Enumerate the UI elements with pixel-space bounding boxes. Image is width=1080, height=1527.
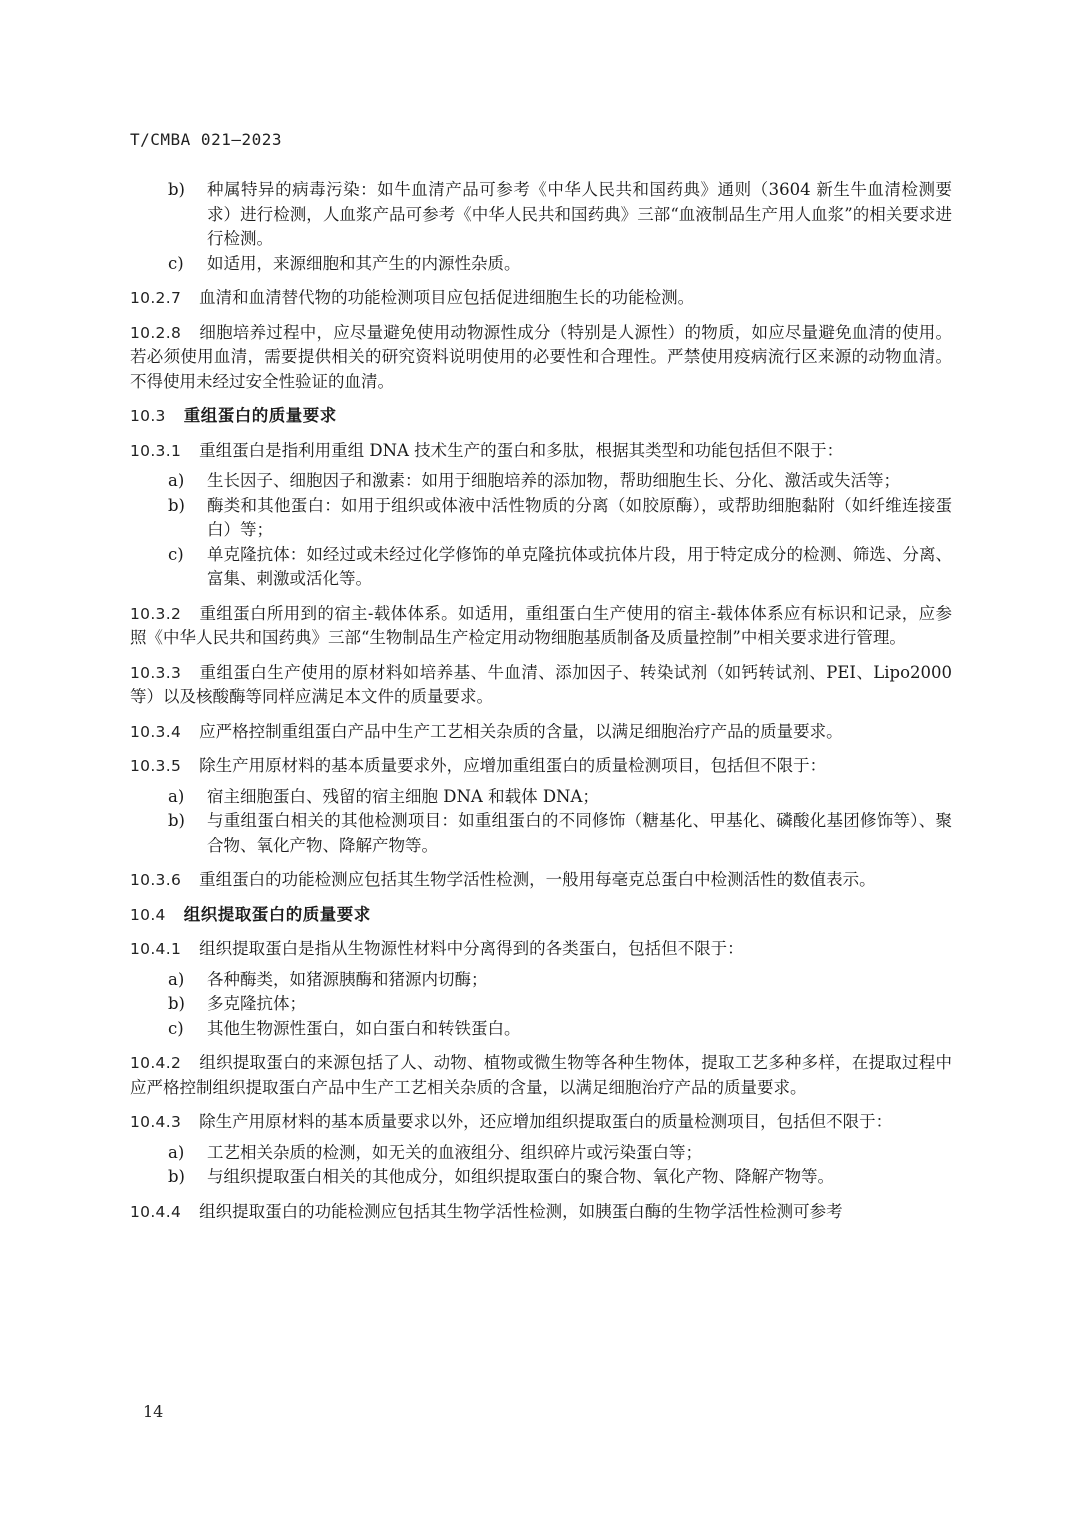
- clause-number: 10.4.3: [130, 1113, 182, 1131]
- clause-10-3-1: [130, 439, 952, 464]
- item-text: 与组织提取蛋白相关的其他成分，如组织提取蛋白的聚合物、氧化产物、降解产物等。: [207, 1167, 834, 1186]
- section-title: 组织提取蛋白的质量要求: [183, 904, 371, 924]
- item-label: b): [168, 180, 185, 199]
- list-item: [130, 1165, 952, 1190]
- clause-10-2-8: [130, 321, 952, 395]
- clause-text: 重组蛋白的功能检测应包括其生物学活性检测，一般用每毫克总蛋白中检测活性的数值表示。: [199, 870, 876, 889]
- item-label: b): [168, 495, 185, 515]
- clause-number: 10.3.4: [130, 722, 182, 741]
- item-label: a): [168, 1142, 185, 1162]
- clause-number: 10.3.3: [130, 663, 182, 682]
- item-list-10-4-1: [130, 968, 952, 1042]
- item-label: a): [168, 786, 185, 806]
- item-text: 各种酶类，如猪源胰酶和猪源内切酶；: [207, 969, 488, 989]
- item-label: b): [168, 811, 185, 830]
- section-title: 重组蛋白的质量要求: [183, 406, 337, 425]
- clause-number: 10.4.4: [130, 1202, 182, 1221]
- clause-10-3-5: [130, 754, 952, 779]
- clause-10-4-4: [130, 1200, 952, 1225]
- page-number: 14: [143, 1402, 164, 1421]
- section-heading-10-3: [130, 404, 952, 429]
- clause-number: 10.3.5: [130, 757, 182, 775]
- item-text: 与重组蛋白相关的其他检测项目：如重组蛋白的不同修饰（糖基化、甲基化、磷酸化基团修饰等）、聚合物、氧化产物、降解产物等。: [207, 811, 952, 855]
- list-item: [130, 178, 952, 252]
- item-text: 其他生物源性蛋白，如白蛋白和转铁蛋白。: [207, 1018, 521, 1038]
- list-item: [130, 1141, 952, 1166]
- clause-text: 细胞培养过程中，应尽量避免使用动物源性成分（特别是人源性）的物质，如应尽量避免血清的使用。若必须使用血清，需要提供相关的研究资料说明使用的必要性和合理性。严禁使用疫病流行区来源的动物血清。不得使用未经过安全性验证的血清。: [130, 322, 952, 391]
- item-list-10-4-3: [130, 1141, 952, 1190]
- clause-number: 10.4.1: [130, 940, 182, 958]
- list-item: [130, 543, 952, 592]
- item-label: c): [168, 1018, 184, 1038]
- clause-text: 组织提取蛋白的来源包括了人、动物、植物或微生物等各种生物体，提取工艺多种多样，在提取过程中应严格控制组织提取蛋白产品中生产工艺相关杂质的含量，以满足细胞治疗产品的质量要求。: [130, 1053, 952, 1097]
- clause-10-3-6: [130, 868, 952, 893]
- clause-text: 组织提取蛋白是指从生物源性材料中分离得到的各类蛋白，包括但不限于：: [199, 939, 744, 958]
- item-text: 如适用，来源细胞和其产生的内源性杂质。: [207, 253, 521, 273]
- item-label: a): [168, 969, 185, 989]
- item-text: 多克隆抗体；: [207, 994, 306, 1013]
- list-item: [130, 968, 952, 993]
- list-item: [130, 785, 952, 810]
- clause-10-4-1: [130, 937, 952, 962]
- clause-number: 10.3.6: [130, 871, 182, 889]
- clause-text: 重组蛋白生产使用的原材料如培养基、牛血清、添加因子、转染试剂（如钙转试剂、PEI、Lipo2000 等）以及核酸酶等同样应满足本文件的质量要求。: [130, 662, 952, 706]
- section-number: 10.4: [130, 905, 166, 924]
- document-code-header: T/CMBA 021—2023: [130, 130, 282, 149]
- clause-10-4-2: [130, 1051, 952, 1100]
- clause-10-3-3: [130, 661, 952, 710]
- clause-number: 10.3.2: [130, 604, 182, 623]
- clause-text: 应严格控制重组蛋白产品中生产工艺相关杂质的含量，以满足细胞治疗产品的质量要求。: [199, 721, 843, 741]
- item-list-top: [130, 178, 952, 276]
- clause-text: 血清和血清替代物的功能检测项目应包括促进细胞生长的功能检测。: [199, 288, 695, 307]
- clause-number: 10.2.8: [130, 323, 182, 342]
- clause-10-4-3: [130, 1110, 952, 1135]
- clause-text: 重组蛋白所用到的宿主-载体体系。如适用，重组蛋白生产使用的宿主-载体体系应有标识和记录，应参照《中华人民共和国药典》三部“生物制品生产检定用动物细胞基质制备及质量控制”中相关要求进行管理。: [130, 603, 952, 647]
- clause-text: 除生产用原材料的基本质量要求外，应增加重组蛋白的质量检测项目，包括但不限于：: [199, 756, 827, 775]
- clause-number: 10.2.7: [130, 289, 182, 307]
- item-list-10-3-5: [130, 785, 952, 859]
- item-list-10-3-1: [130, 469, 952, 592]
- clause-10-3-4: [130, 720, 952, 745]
- item-text: 宿主细胞蛋白、残留的宿主细胞 DNA 和载体 DNA；: [207, 786, 599, 806]
- list-item: [130, 469, 952, 494]
- item-label: a): [168, 471, 185, 490]
- item-label: c): [168, 253, 184, 273]
- clause-number: 10.3.1: [130, 441, 182, 460]
- item-text: 酶类和其他蛋白：如用于组织或体液中活性物质的分离（如胶原酶），或帮助细胞黏附（如纤维连接蛋白）等；: [207, 495, 952, 539]
- clause-10-2-7: [130, 286, 952, 311]
- clause-number: 10.4.2: [130, 1054, 182, 1072]
- list-item: [130, 992, 952, 1017]
- section-number: 10.3: [130, 407, 166, 425]
- item-text: 生长因子、细胞因子和激素：如用于细胞培养的添加物，帮助细胞生长、分化、激活或失活等；: [207, 471, 900, 490]
- clause-text: 重组蛋白是指利用重组 DNA 技术生产的蛋白和多肽，根据其类型和功能包括但不限于：: [199, 440, 844, 460]
- clause-text: 除生产用原材料的基本质量要求以外，还应增加组织提取蛋白的质量检测项目，包括但不限于：: [199, 1112, 893, 1131]
- item-label: c): [168, 544, 184, 564]
- clause-text: 组织提取蛋白的功能检测应包括其生物学活性检测，如胰蛋白酶的生物学活性检测可参考: [199, 1201, 843, 1221]
- list-item: [130, 494, 952, 543]
- list-item: [130, 252, 952, 277]
- item-text: 工艺相关杂质的检测，如无关的血液组分、组织碎片或污染蛋白等；: [207, 1142, 702, 1162]
- list-item: [130, 809, 952, 858]
- item-label: b): [168, 994, 185, 1013]
- section-heading-10-4: [130, 903, 952, 928]
- item-text: 种属特异的病毒污染：如牛血清产品可参考《中华人民共和国药典》通则（3604 新生牛血清检测要求）进行检测，人血浆产品可参考《中华人民共和国药典》三部“血液制品生产用人血浆”的相关要求进行检测。: [207, 180, 952, 248]
- item-text: 单克隆抗体：如经过或未经过化学修饰的单克隆抗体或抗体片段，用于特定成分的检测、筛选、分离、富集、刺激或活化等。: [207, 544, 952, 588]
- item-label: b): [168, 1167, 185, 1186]
- list-item: [130, 1017, 952, 1042]
- document-body: [130, 178, 952, 1224]
- clause-10-3-2: [130, 602, 952, 651]
